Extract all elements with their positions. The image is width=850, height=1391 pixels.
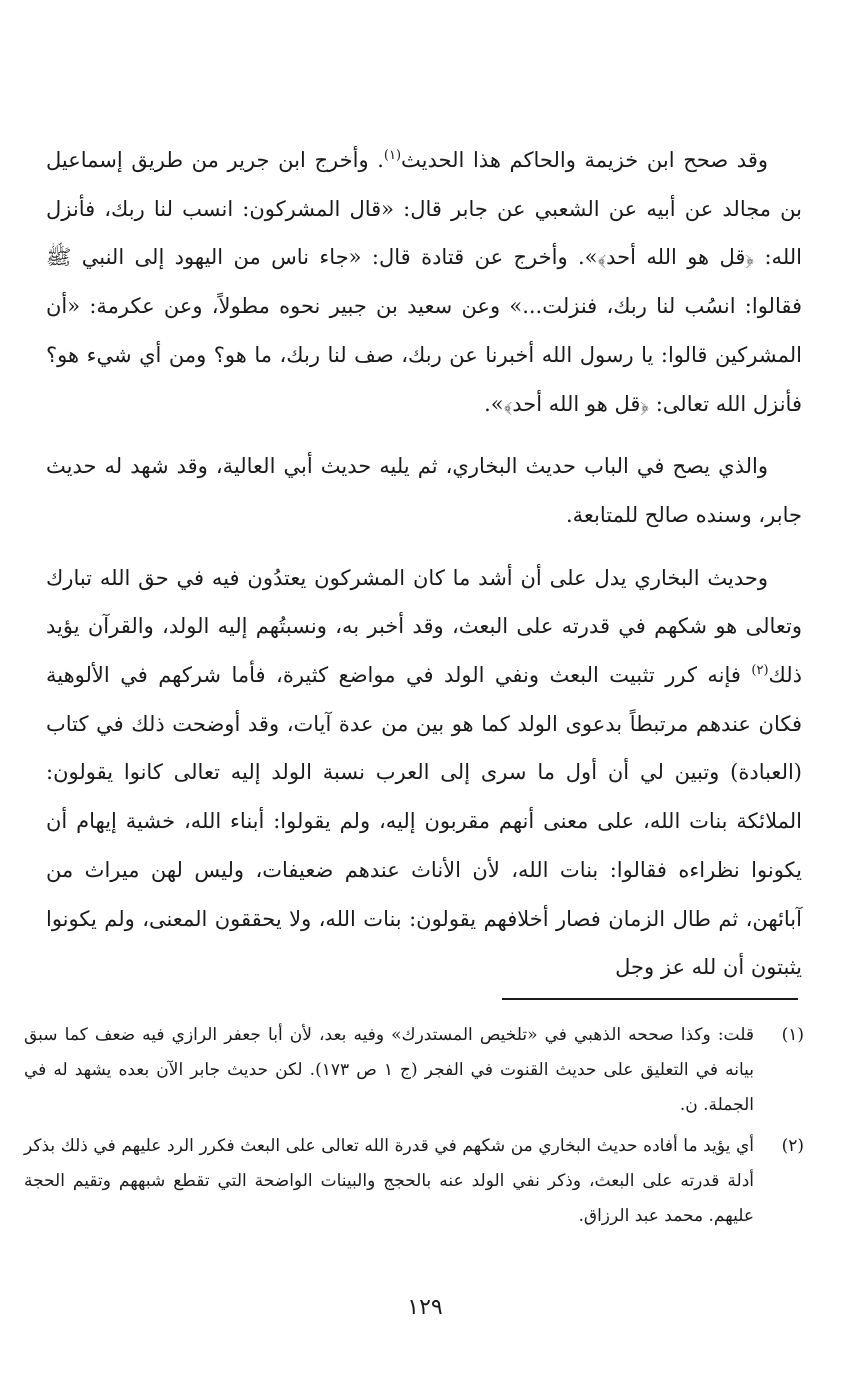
footnote-ref-1: (١) [383,148,402,163]
paragraph-1 [46,136,802,428]
paragraph-3-text-start: وحديث البخاري يدل على أن أشد ما كان المشركون يعتدُون فيه في حق الله تبارك وتعالى هو شكهم في قدرته على البعث، وقد أخبر به، ونسبتُهم إليه الولد، والقرآن يؤيد ذلك [46,565,802,688]
paragraph-1-text-end: . وأخرج ابن جرير من طريق إسماعيل بن مجالد عن أبيه عن الشعبي عن جابر قال: «قال المشركون: انسب لنا ربك، فأنزل الله: ﴿قل هو الله أحد﴾». وأخرج عن قتادة قال: «جاء ناس من اليهود إلى النبي ﷺ فقالوا: انسُب لنا ربك، فنزلت...» وعن سعيد بن جبير نحوه مطولاً، وعن عكرمة: «أن المشركين قالوا: يا رسول الله أخبرنا عن ربك، صف لنا ربك، ما هو؟ ومن أي شيء هو؟ فأنزل الله تعالى: ﴿قل هو الله أحد﴾». [46,148,802,416]
paragraph-2-text: والذي يصح في الباب حديث البخاري، ثم يليه حديث أبي العالية، وقد شهد له حديث جابر، وسنده صالح للمتابعة. [46,454,802,527]
footnotes [24,1018,804,1240]
footnote-text: أي يؤيد ما أفاده حديث البخاري من شكهم في قدرة الله تعالى على البعث فكرر الرد عليهم في ذلك بذكر أدلة قدرته على البعث، وذكر نفي الولد عنه بالحجج والبينات الواضحة التي تقطع شبههم وتقيم الحجة عليهم. محمد عبد الرزاق. [24,1136,754,1226]
footnote-1 [24,1018,804,1123]
paragraph-1-text-start: وقد صحح ابن خزيمة والحاكم هذا الحديث [401,148,768,172]
paragraph-3-text-end: فإنه كرر تثبيت البعث ونفي الولد في مواضع كثيرة، فأما شركهم في الألوهية فكان عندهم مرتبطاً بدعوى الولد كما هو بين من عدة آيات، وقد أوضحت ذلك في كتاب (العبادة) وتبين لي أن أول ما سرى إلى العرب نسبة الولد إليه تعالى كانوا يقولون: الملائكة بنات الله، على معنى أنهم مقربون إليه، ولم يقولوا: أبناء الله، خشية إيهام أن يكونوا نظراءه فقالوا: بنات الله، لأن الأناث عندهم ضعيفات، وليس لهن ميراث من آبائهن، ثم طال الزمان فصار أخلافهم يقولون: بنات الله، ولا يحققون المعنى، ولم يكونوا يثبتون أن لله عز وجل [46,663,802,980]
footnote-number: (٢) [781,1136,804,1156]
footnote-divider [502,998,798,1000]
footnote-text: قلت: وكذا صححه الذهبي في «تلخيص المستدرك» وفيه بعد، لأن أبا جعفر الرازي فيه ضعف كما سبق بيانه في التعليق على حديث القنوت في الفجر (ج ١ ص ١٧٣). لكن حديث جابر الآن بعده يشهد له في الجملة. ن. [24,1025,754,1115]
paragraph-3 [46,554,802,992]
main-text [46,136,802,992]
footnote-number: (١) [781,1025,804,1045]
page-number: ١٢٩ [407,1295,443,1320]
footnote-2 [24,1129,804,1234]
footnote-ref-2: (٢) [751,663,769,679]
paragraph-2 [46,442,802,539]
